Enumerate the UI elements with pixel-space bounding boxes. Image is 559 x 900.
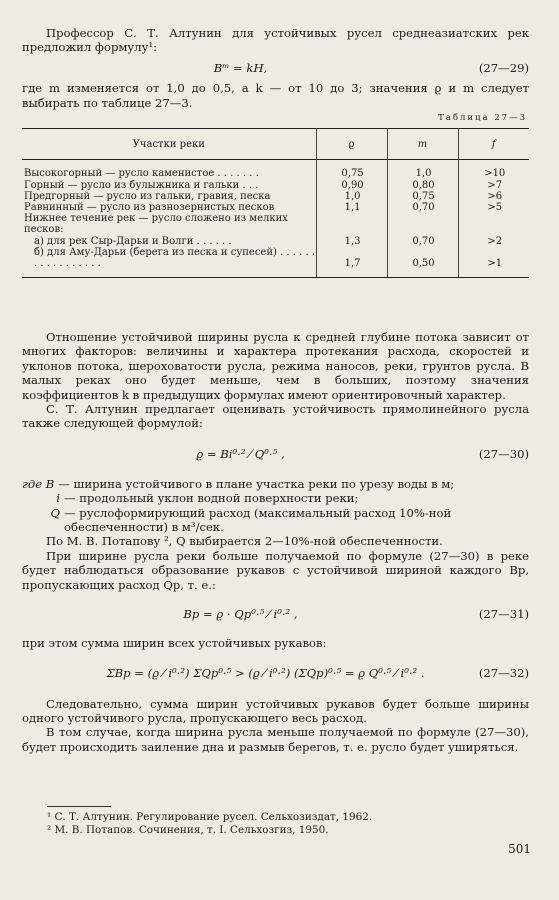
row-f: >2 <box>458 236 529 247</box>
row-rho: 1,7 <box>316 247 387 278</box>
header-river-section: Участки реки <box>22 129 316 160</box>
table-row <box>22 247 529 278</box>
table-row <box>22 160 529 180</box>
paragraph-ratio: Отношение устойчивой ширины русла к средней глубине потока зависит от многих факторов: величины и характера протекания расхода, скоростей и уклонов потока, шероховатости русла, режима наносов, реки, грунтов русла. В малых реках оно будет меньше, чем в больших, поэтому значения коэффициентов k в предыдущих формулах имеют ориентировочный характер. <box>22 330 529 402</box>
paragraph-conclusion: Следовательно, сумма ширин устойчивых рукавов будет больше ширины одного устойчивого русла, пропускающего весь расход. <box>22 696 529 725</box>
row-f: >6 <box>458 191 529 202</box>
row-label: Равнинный — русло из разнозернистых песков <box>24 202 275 214</box>
lower-text <box>22 330 529 754</box>
paragraph-branches: При ширине русла реки больше получаемой по формуле (27—30) в реке будет наблюдаться образование рукавов с устойчивой шириной каждого Bр, пропускающих расход Qр, т. е.: <box>22 548 529 592</box>
row-f: >1 <box>458 247 529 278</box>
row-label: Нижнее течение рек — русло сложено из мелких песков: <box>24 213 288 236</box>
legend-item <box>22 491 529 505</box>
paragraph-intro: Профессор С. Т. Алтунин для устойчивых русел среднеазиатских рек предложил формулу¹: <box>22 26 529 55</box>
row-m <box>387 213 458 235</box>
legend-symbol: где B <box>22 476 55 491</box>
row-rho: 1,0 <box>316 191 387 202</box>
footnotes <box>22 806 529 837</box>
formula-number: (27—32) <box>478 666 529 681</box>
footnote: ² М. В. Потапов. Сочинения, т. I. Сельхозгиз, 1950. <box>47 823 329 836</box>
paragraph-potapov: По М. В. Потапову ², Q выбирается 2—10%-ной обеспеченности. <box>46 534 443 549</box>
table-row <box>22 213 529 235</box>
row-rho: 0,90 <box>316 180 387 191</box>
row-rho: 1,1 <box>316 202 387 213</box>
row-rho <box>316 213 387 235</box>
row-f: >5 <box>458 202 529 213</box>
table-row <box>22 191 529 202</box>
coefficient-table <box>22 128 529 278</box>
legend-symbol: Q <box>50 505 60 520</box>
upper-text <box>22 26 529 278</box>
row-label: Предгорный — русло из гальки, гравия, песка <box>24 190 271 202</box>
row-label: б) для Аму-Дарьи (берега из песка и супесей) . . . . . . . . . . . . . . . . . <box>22 247 316 278</box>
formula-expression: ϱ = Bi⁰·² ⁄ Q⁰·⁵ , <box>196 446 285 461</box>
row-m: 0,70 <box>387 236 458 247</box>
row-f <box>458 213 529 235</box>
legend-symbol: i <box>56 491 60 506</box>
formula-27-29 <box>22 61 529 75</box>
row-m: 0,50 <box>387 247 458 278</box>
legend-text: — ширина устойчивого в плане участка реки по урезу воды в м; <box>58 476 455 491</box>
row-label: Высокогорный — русло каменистое . . . . . . . <box>24 168 259 180</box>
header-m: m <box>387 129 458 160</box>
formula-number: (27—31) <box>478 606 529 621</box>
table-row <box>22 180 529 191</box>
row-label: Горный — русло из булыжника и гальки . . . <box>24 179 259 191</box>
header-f: f <box>458 129 529 160</box>
row-f: >7 <box>458 180 529 191</box>
formula-number: (27—30) <box>478 446 529 461</box>
table-row <box>22 236 529 247</box>
formula-expression: Bр = ϱ · Qр⁰·⁵ ⁄ i⁰·² , <box>183 606 298 621</box>
legend-item <box>22 477 529 491</box>
legend-text: — продольный уклон водной поверхности реки; <box>64 491 359 506</box>
row-rho: 1,3 <box>316 236 387 247</box>
footnote-divider <box>47 806 111 807</box>
row-m: 0,75 <box>387 191 458 202</box>
row-m: 1,0 <box>387 160 458 180</box>
row-label: а) для рек Сыр-Дарьи и Волги . . . . . . <box>34 235 232 247</box>
row-f: >10 <box>458 160 529 180</box>
legend-item <box>22 506 529 535</box>
formula-27-31 <box>22 592 529 636</box>
formula-expression: Bᵐ = kH, <box>213 60 268 75</box>
formula-number: (27—29) <box>478 60 529 75</box>
page-number: 501 <box>508 842 531 856</box>
row-rho: 0,75 <box>316 160 387 180</box>
table-caption: Таблица 27—3 <box>438 113 527 124</box>
paragraph-altunin: С. Т. Алтунин предлагает оценивать устойчивость прямолинейного русла также следующей формулой: <box>22 402 529 431</box>
table-row <box>22 202 529 213</box>
paragraph-sum: при этом сумма ширин всех устойчивых рукавов: <box>22 636 327 651</box>
paragraph-narrow-channel: В том случае, когда ширина русла меньше получаемой по формуле (27—30), будет происходить заиление дна и размыв берегов, т. е. русло будет уширяться. <box>22 725 529 754</box>
formula-27-30 <box>22 431 529 477</box>
symbol-legend <box>22 477 529 535</box>
footnote: ¹ С. Т. Алтунин. Регулирование русел. Сельхозиздат, 1962. <box>47 811 373 823</box>
table-header-row <box>22 129 529 160</box>
legend-text: — руслоформирующий расход (максимальный расход 10%-ной обеспеченности) в м³/сек. <box>64 505 452 535</box>
row-m: 0,80 <box>387 180 458 191</box>
row-m: 0,70 <box>387 202 458 213</box>
header-rho: ϱ <box>316 129 387 160</box>
formula-27-32 <box>22 651 529 697</box>
formula-expression: ΣBр = (ϱ ⁄ i⁰·²) ΣQр⁰·⁵ > (ϱ ⁄ i⁰·²) (ΣQр)⁰·⁵ = ϱ Q⁰·⁵ ⁄ i⁰·² . <box>106 666 425 681</box>
paragraph-coefficients: где m изменяется от 1,0 до 0,5, а k — от 10 до 3; значения ϱ и m следует выбирать по таблице 27—3. <box>22 81 529 110</box>
